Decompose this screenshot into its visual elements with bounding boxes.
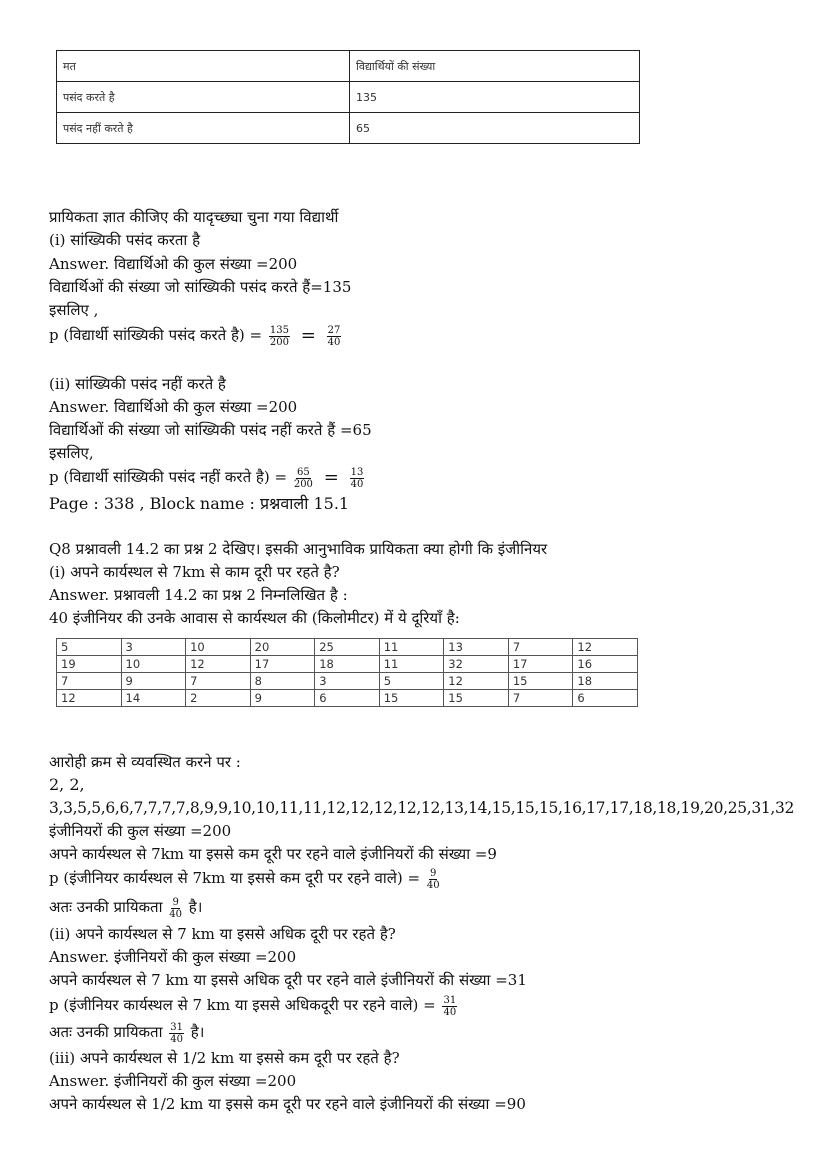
q7-part2-therefore: इसलिए, [49,444,94,462]
numerator: 27 [327,324,341,336]
denominator: 40 [426,879,440,891]
fraction [294,467,313,490]
denominator: 40 [170,1033,184,1045]
numerator: 65 [297,466,310,478]
ascending-line-2: 3,3,5,5,6,6,7,7,7,7,8,9,9,10,10,11,11,12,12,12,12,12,13,14,15,15,15,16,17,17,18,18,19,20,25,31,32 [49,799,794,817]
ascending-line-1: 2, 2, [49,775,85,794]
table-cell: 6 [573,690,638,707]
q7-part1-answer-total: Answer. विद्यार्थिओ की कुल संख्या =200 [49,255,298,273]
q7-intro: प्रायिकता ज्ञात कीजिए की यादृच्छ्या चुना गया विद्यार्थी [49,208,339,226]
table-cell: 7 [57,673,122,690]
q8-answer-intro: Answer. प्रश्नावली 14.2 का प्रश्न 2 निम्नलिखित है : [49,586,348,604]
numerator: 9 [172,896,179,908]
table-cell: 8 [250,673,315,690]
p-label: p (इंजीनियर कार्यस्थल से 7 km या इससे अधिकदूरी पर रहने वाले) = [49,996,436,1014]
table-row [57,656,638,673]
table-cell: 7 [508,690,573,707]
q8-part2-total: Answer. इंजीनियरों की कुल संख्या =200 [49,948,297,966]
table-row [57,673,638,690]
denominator: 40 [350,478,364,490]
table-header-cell: विद्यार्थियों की संख्या [350,51,640,82]
table-cell: 2 [186,690,251,707]
q7-part2-probability [49,463,366,492]
table-cell: 16 [573,656,638,673]
conclusion-prefix: अतः उनकी प्रायिकता [49,898,163,916]
table-cell: 12 [57,690,122,707]
q8-part3-total: Answer. इंजीनियरों की कुल संख्या =200 [49,1072,297,1090]
fraction [169,1022,184,1045]
table-cell: 10 [121,656,186,673]
table-cell: 12 [573,639,638,656]
table-cell: 7 [508,639,573,656]
opinion-table [56,50,640,144]
q8-part1-question: (i) अपने कार्यस्थल से 7km से काम दूरी पर रहते है? [49,563,340,581]
table-cell: पसंद नहीं करते है [57,113,350,144]
equals-sign: = [323,467,339,488]
table-cell: 12 [186,656,251,673]
table-cell: 9 [250,690,315,707]
distance-table [56,638,638,707]
denominator: 200 [293,478,313,490]
q8-heading: Q8 प्रश्नावली 14.2 का प्रश्न 2 देखिए। इसकी आनुभाविक प्रायिकता क्या होगी कि इंजीनियर [49,540,548,558]
fraction [350,467,365,490]
table-cell: 17 [250,656,315,673]
denominator: 40 [443,1006,457,1018]
numerator: 9 [430,867,437,879]
table-cell: 32 [444,656,509,673]
table-cell: 65 [350,113,640,144]
conclusion-suffix: है। [190,1023,205,1041]
conclusion-suffix: है। [188,898,203,916]
q8-part3-question: (iii) अपने कार्यस्थल से 1/2 km या इससे कम दूरी पर रहते है? [49,1049,400,1067]
table-header-row [57,51,640,82]
ascending-label: आरोही क्रम से व्यवस्थित करने पर : [49,753,241,771]
table-cell: 3 [121,639,186,656]
denominator: 40 [327,336,341,348]
q8-part1-conclusion [49,893,202,921]
numerator: 13 [350,466,364,478]
p-label: p (इंजीनियर कार्यस्थल से 7km या इससे कम दूरी पर रहने वाले) = [49,869,421,887]
q8-part2-probability [49,991,459,1019]
table-cell: 15 [379,690,444,707]
table-cell: 14 [121,690,186,707]
table-cell: 10 [186,639,251,656]
numerator: 135 [269,324,289,336]
q7-part1-therefore: इसलिए , [49,301,99,319]
q8-part2-conclusion [49,1018,204,1046]
table-cell: 11 [379,639,444,656]
table-cell: 5 [57,639,122,656]
q8-part3-count: अपने कार्यस्थल से 1/2 km या इससे कम दूरी पर रहने वाले इंजीनियरों की संख्या =90 [49,1095,526,1113]
table-cell: पसंद करते है [57,82,350,113]
table-cell: 20 [250,639,315,656]
table-cell: 7 [186,673,251,690]
q8-part2-count: अपने कार्यस्थल से 7 km या इससे अधिक दूरी पर रहने वाले इंजीनियरों की संख्या =31 [49,971,527,989]
fraction [327,325,342,348]
q7-part1-probability [49,321,343,350]
table-cell: 12 [444,673,509,690]
fraction [427,868,440,891]
table-cell: 135 [350,82,640,113]
q7-part1-question: (i) सांख्यिकी पसंद करता है [49,231,201,249]
table-header-cell: मत [57,51,350,82]
table-cell: 15 [444,690,509,707]
p-label: p (विद्यार्थी सांख्यिकी पसंद करते है) = [49,326,263,344]
denominator: 200 [269,336,289,348]
table-cell: 17 [508,656,573,673]
table-cell: 11 [379,656,444,673]
fraction [169,897,182,920]
table-cell: 13 [444,639,509,656]
q8-part1-total: इंजीनियरों की कुल संख्या =200 [49,822,232,840]
q7-part2-count: विद्यार्थिओं की संख्या जो सांख्यिकी पसंद नहीं करते हैं =65 [49,421,372,439]
page-reference: Page : 338 , Block name : प्रश्नवाली 15.1 [49,494,350,513]
table-cell: 19 [57,656,122,673]
table-cell: 15 [508,673,573,690]
q8-part1-count: अपने कार्यस्थल से 7km या इससे कम दूरी पर रहने वाले इंजीनियरों की संख्या =9 [49,845,497,863]
q8-part1-probability [49,864,442,892]
denominator: 40 [169,908,183,920]
table-cell: 25 [315,639,380,656]
equals-sign: = [300,325,316,346]
table-cell: 18 [315,656,380,673]
fraction [269,325,290,348]
table-cell: 18 [573,673,638,690]
conclusion-prefix: अतः उनकी प्रायिकता [49,1023,163,1041]
q7-part1-count: विद्यार्थिओं की संख्या जो सांख्यिकी पसंद करते हैं=135 [49,278,352,296]
p-label: p (विद्यार्थी सांख्यिकी पसंद नहीं करते है) = [49,468,288,486]
table-row [57,113,640,144]
q8-part2-question: (ii) अपने कार्यस्थल से 7 km या इससे अधिक दूरी पर रहते है? [49,925,396,943]
table-row [57,639,638,656]
numerator: 31 [170,1021,184,1033]
table-cell: 3 [315,673,380,690]
q7-part2-question: (ii) सांख्यिकी पसंद नहीं करते है [49,375,226,393]
table-cell: 6 [315,690,380,707]
table-cell: 5 [379,673,444,690]
q8-table-intro: 40 इंजीनियर की उनके आवास से कार्यस्थल की (किलोमीटर) में ये दूरियाँ है: [49,609,460,627]
numerator: 31 [443,994,457,1006]
q7-part2-answer-total: Answer. विद्यार्थिओ की कुल संख्या =200 [49,398,298,416]
fraction [442,995,457,1018]
table-cell: 9 [121,673,186,690]
table-row [57,690,638,707]
table-row [57,82,640,113]
